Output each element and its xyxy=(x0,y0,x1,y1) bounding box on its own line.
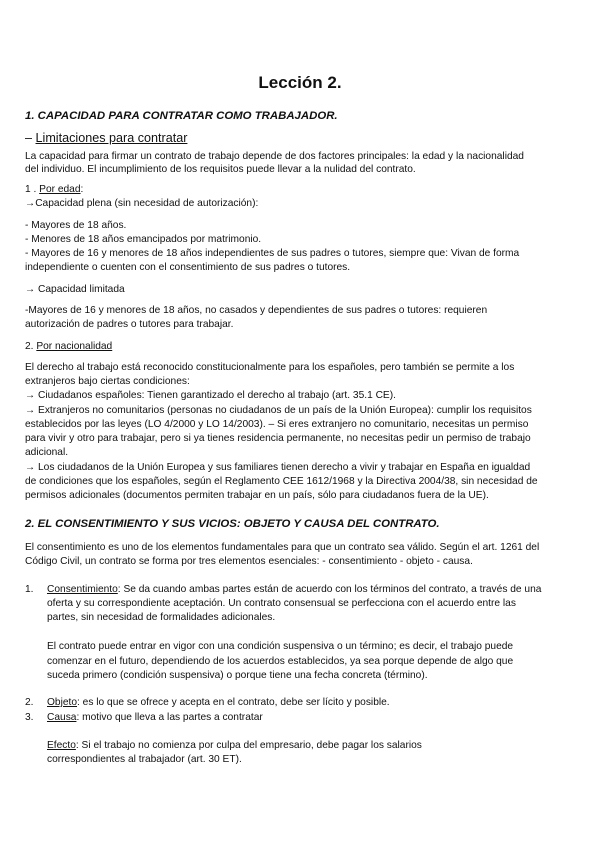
section-2-heading: 2. EL CONSENTIMIENTO Y SUS VICIOS: OBJETO Y CAUSA DEL CONTRATO. xyxy=(25,518,440,530)
efecto-line-1 xyxy=(47,739,422,752)
item-2-number: 2. xyxy=(25,697,34,708)
plena-item-3-cont: independiente o cuenten con el consentimiento de sus padres o tutores. xyxy=(25,262,351,273)
por-edad-heading xyxy=(25,183,83,196)
nac-line-6: para vivir y otro para trabajar, pero si ya tienes residencia permanente, no necesitas pedir un permiso de trabajo xyxy=(25,433,531,444)
intro-line-2: del individuo. El incumplimiento de los requisitos puede llevar a la nulidad del contrato. xyxy=(25,164,416,175)
por-nacionalidad-number: 2. xyxy=(25,341,37,352)
intro-line-1: La capacidad para firmar un contrato de trabajo depende de dos factores principales: la edad y la nacionalidad xyxy=(25,151,524,162)
item-1-first-line xyxy=(47,583,541,596)
nac-line-3: → Ciudadanos españoles: Tienen garantizado el derecho al trabajo (art. 35.1 CE). xyxy=(25,390,396,401)
por-edad-colon: : xyxy=(80,184,84,195)
plena-item-1: - Mayores de 18 años. xyxy=(25,220,127,231)
limitada-line-2: autorización de padres o tutores para trabajar. xyxy=(25,319,234,330)
item-2-line xyxy=(47,696,390,709)
plena-item-3: - Mayores de 16 y menores de 18 años independientes de sus padres o tutores, siempre que: Vivan de forma xyxy=(25,248,520,259)
item-1-para2-line-2: comenzar en el futuro, dependiendo de los acuerdos establecidos, ya sea porque depende de algo que xyxy=(47,656,514,667)
item-1-para2-line-3: suceda primero (condición suspensiva) o porque tiene una fecha concreta (término). xyxy=(47,670,428,681)
item-1-para2-line-1: El contrato puede entrar en vigor con una condición suspensiva o un término; es decir, el trabajo puede xyxy=(47,641,514,652)
nac-line-4: → Extranjeros no comunitarios (personas no ciudadanos de un país de la Unión Europea): cumplir los requisitos xyxy=(25,405,532,416)
causa-text: : motivo que lleva a las partes a contratar xyxy=(76,712,263,723)
nac-line-5: establecidos por las leyes (LO 4/2000 y LO 14/2003). – Si eres extranjero no comunitario, necesitas un permiso xyxy=(25,419,529,430)
s2-intro-line-1: El consentimiento es uno de los elementos fundamentales para que un contrato sea válido. Según el art. 1261 del xyxy=(25,542,540,553)
por-edad-number: 1 . xyxy=(25,184,40,195)
nac-line-9: de condiciones que los españoles, según el Reglamento CEE 1612/1968 y la Directiva 2004/38, sin necesidad de xyxy=(25,476,538,487)
item-1-line-2: oferta y su correspondiente aceptación. Un contrato consensual se perfecciona con el acuerdo entre las xyxy=(47,598,516,609)
nac-line-7: adicional. xyxy=(25,447,69,458)
limitada-line-1: -Mayores de 16 y menores de 18 años, no casados y dependientes de sus padres o tutores: requieren xyxy=(25,305,488,316)
section-1-heading: 1. CAPACIDAD PARA CONTRATAR COMO TRABAJADOR. xyxy=(25,110,338,122)
item-1-number: 1. xyxy=(25,584,34,595)
item-1-line-3: partes, sin necesidad de formalidades adicionales. xyxy=(47,612,276,623)
nac-line-8: → Los ciudadanos de la Unión Europea y sus familiares tienen derecho a vivir y trabajar en España en igualdad xyxy=(25,462,531,473)
consentimiento-text: : Se da cuando ambas partes están de acuerdo con los términos del contrato, a través de una xyxy=(117,584,542,595)
consentimiento-label: Consentimiento xyxy=(47,584,118,595)
objeto-label: Objeto xyxy=(47,697,78,708)
limitaciones-subheading xyxy=(25,131,187,146)
item-3-line xyxy=(47,711,263,724)
efecto-line-2: correspondientes al trabajador (art. 30 ET). xyxy=(47,754,242,765)
s2-intro-line-2: Código Civil, un contrato se forma por tres elementos esenciales: - consentimiento - objeto - causa. xyxy=(25,556,473,567)
capacidad-plena: →Capacidad plena (sin necesidad de autorización): xyxy=(25,198,259,209)
efecto-text: : Si el trabajo no comienza por culpa del empresario, debe pagar los salarios xyxy=(75,740,422,751)
por-nacionalidad-label: Por nacionalidad xyxy=(36,341,113,352)
objeto-text: : es lo que se ofrece y acepta en el contrato, debe ser lícito y posible. xyxy=(77,697,390,708)
limitaciones-dash: – xyxy=(25,131,36,145)
por-nacionalidad-heading xyxy=(25,340,112,353)
efecto-label: Efecto xyxy=(47,740,76,751)
nac-line-2: extranjeros bajo ciertas condiciones: xyxy=(25,376,190,387)
page-title: Lección 2. xyxy=(258,73,342,92)
causa-label: Causa xyxy=(47,712,77,723)
item-3-number: 3. xyxy=(25,712,34,723)
nac-line-10: permisos adicionales (documentos permiten trabajar en un país, sólo para ciudadanos fuera de la UE). xyxy=(25,490,489,501)
por-edad-label: Por edad xyxy=(39,184,81,195)
plena-item-2: - Menores de 18 años emancipados por matrimonio. xyxy=(25,234,262,245)
nac-line-1: El derecho al trabajo está reconocido constitucionalmente para los españoles, pero también se permite a los xyxy=(25,362,515,373)
capacidad-limitada: → Capacidad limitada xyxy=(25,284,125,295)
limitaciones-label: Limitaciones para contratar xyxy=(35,131,188,145)
